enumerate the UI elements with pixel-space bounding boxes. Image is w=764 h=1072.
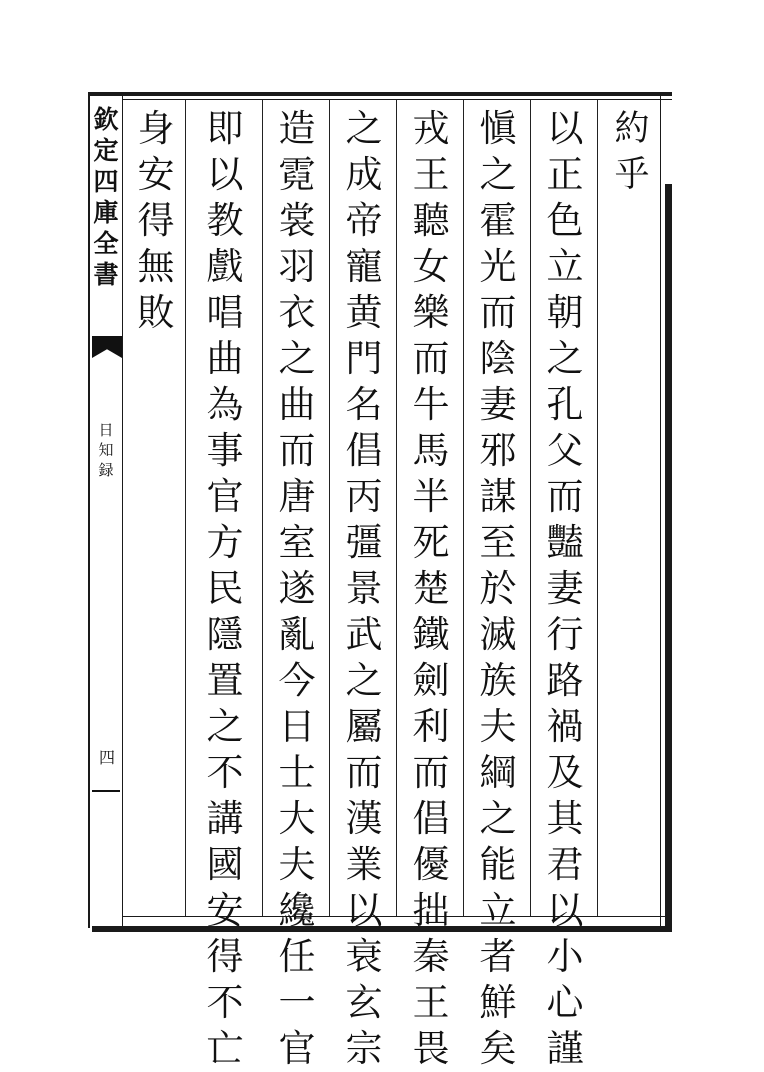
frame-right-thin-border [660, 96, 661, 926]
column-character: 拙 [412, 889, 450, 932]
column-character: 曲 [206, 337, 244, 380]
margin-title-char: 書 [93, 260, 119, 289]
column-character: 而 [345, 751, 383, 794]
margin-title-char: 全 [93, 229, 119, 258]
margin-book-title [92, 420, 120, 480]
column-character: 彊 [345, 521, 383, 564]
column-character: 矣 [479, 1027, 517, 1070]
column-character: 不 [206, 751, 244, 794]
column-character: 馬 [412, 429, 450, 472]
column-character: 纔 [278, 889, 316, 932]
column-character: 方 [206, 521, 244, 564]
column-character: 成 [345, 153, 383, 196]
column-divider [463, 100, 464, 916]
column-character: 造 [278, 107, 316, 150]
column-character: 無 [137, 245, 175, 288]
column-character: 能 [479, 843, 517, 886]
column-character: 鮮 [479, 981, 517, 1024]
column-character: 劍 [412, 659, 450, 702]
column-character: 禍 [546, 705, 584, 748]
text-column [603, 106, 661, 198]
column-character: 安 [206, 889, 244, 932]
column-character: 官 [206, 475, 244, 518]
column-character: 亂 [278, 613, 316, 656]
margin-title-char: 庫 [93, 198, 119, 227]
column-character: 夫 [479, 705, 517, 748]
column-character: 任 [278, 935, 316, 978]
margin-page-rule [92, 790, 120, 792]
column-character: 夫 [278, 843, 316, 886]
column-character: 官 [278, 1027, 316, 1070]
column-character: 倡 [412, 797, 450, 840]
column-character: 日 [278, 705, 316, 748]
column-character: 王 [412, 981, 450, 1024]
margin-title-char: 四 [93, 167, 119, 196]
column-character: 而 [412, 337, 450, 380]
column-character: 約 [614, 109, 650, 149]
column-character: 漢 [345, 797, 383, 840]
margin-title-char: 定 [93, 136, 119, 165]
column-character: 一 [278, 981, 316, 1024]
column-character: 得 [206, 935, 244, 978]
column-character: 名 [345, 383, 383, 426]
column-character: 楚 [412, 567, 450, 610]
column-character: 丙 [345, 475, 383, 518]
column-character: 以 [206, 153, 244, 196]
column-character: 路 [546, 659, 584, 702]
column-character: 大 [278, 797, 316, 840]
text-column [335, 106, 393, 1072]
column-character: 秦 [412, 935, 450, 978]
column-character: 之 [546, 337, 584, 380]
column-character: 綱 [479, 751, 517, 794]
column-character: 謀 [479, 475, 517, 518]
column-character: 而 [546, 475, 584, 518]
column-character: 行 [546, 613, 584, 656]
column-character: 亡 [206, 1027, 244, 1070]
frame-right-border [665, 184, 672, 932]
column-character: 國 [206, 843, 244, 886]
column-character: 帝 [345, 199, 383, 242]
column-character: 立 [479, 889, 517, 932]
column-character: 畏 [412, 1027, 450, 1070]
column-character: 宗 [345, 1027, 383, 1070]
column-divider [396, 100, 397, 916]
column-character: 光 [479, 245, 517, 288]
column-character: 教 [206, 199, 244, 242]
column-divider [597, 100, 598, 916]
column-character: 屬 [345, 705, 383, 748]
column-character: 之 [345, 659, 383, 702]
column-character: 羽 [278, 245, 316, 288]
column-character: 其 [546, 797, 584, 840]
column-character: 身 [137, 107, 175, 150]
column-character: 豔 [546, 521, 584, 564]
column-character: 裳 [278, 199, 316, 242]
column-character: 者 [479, 935, 517, 978]
text-column [268, 106, 326, 1072]
column-character: 之 [278, 337, 316, 380]
column-character: 滅 [479, 613, 517, 656]
column-character: 正 [546, 153, 584, 196]
text-column [469, 106, 527, 1072]
column-character: 聽 [412, 199, 450, 242]
column-character: 樂 [412, 291, 450, 334]
column-character: 霍 [479, 199, 517, 242]
column-divider [530, 100, 531, 916]
column-character: 玄 [345, 981, 383, 1024]
column-character: 乎 [614, 155, 650, 195]
margin-page-number: 四 [98, 748, 115, 767]
column-character: 孔 [546, 383, 584, 426]
text-column [127, 106, 185, 336]
column-character: 而 [278, 429, 316, 472]
column-divider [329, 100, 330, 916]
column-character: 而 [412, 751, 450, 794]
column-character: 即 [206, 107, 244, 150]
column-character: 父 [546, 429, 584, 472]
column-character: 至 [479, 521, 517, 564]
column-character: 之 [206, 705, 244, 748]
column-divider [262, 100, 263, 916]
column-character: 以 [546, 889, 584, 932]
column-character: 景 [345, 567, 383, 610]
column-character: 唐 [278, 475, 316, 518]
column-character: 戲 [206, 245, 244, 288]
column-character: 之 [345, 107, 383, 150]
column-character: 小 [546, 935, 584, 978]
column-character: 講 [206, 797, 244, 840]
column-character: 衰 [345, 935, 383, 978]
column-character: 之 [479, 153, 517, 196]
column-character: 今 [278, 659, 316, 702]
column-character: 事 [206, 429, 244, 472]
fishtail-mark [92, 336, 122, 358]
column-character: 色 [546, 199, 584, 242]
column-character: 族 [479, 659, 517, 702]
column-character: 寵 [345, 245, 383, 288]
column-character: 朝 [546, 291, 584, 334]
column-character: 利 [412, 705, 450, 748]
column-character: 妻 [479, 383, 517, 426]
column-character: 士 [278, 751, 316, 794]
text-column [536, 106, 594, 1072]
column-character: 室 [278, 521, 316, 564]
column-character: 得 [137, 199, 175, 242]
column-character: 而 [479, 291, 517, 334]
column-character: 陰 [479, 337, 517, 380]
column-divider [185, 100, 186, 916]
margin-book-char: 録 [98, 461, 114, 479]
column-character: 戎 [412, 107, 450, 150]
column-character: 立 [546, 245, 584, 288]
column-character: 置 [206, 659, 244, 702]
column-character: 君 [546, 843, 584, 886]
column-character: 門 [345, 337, 383, 380]
column-character: 不 [206, 981, 244, 1024]
column-character: 倡 [345, 429, 383, 472]
column-character: 心 [546, 981, 584, 1024]
margin-book-char: 知 [98, 441, 114, 459]
margin-divider [122, 96, 123, 926]
text-column [196, 106, 254, 1072]
column-character: 武 [345, 613, 383, 656]
frame-top-border [88, 92, 672, 96]
column-character: 為 [206, 383, 244, 426]
column-character: 民 [206, 567, 244, 610]
column-character: 優 [412, 843, 450, 886]
column-character: 敗 [137, 291, 175, 334]
column-character: 死 [412, 521, 450, 564]
column-character: 業 [345, 843, 383, 886]
column-character: 曲 [278, 383, 316, 426]
column-character: 妻 [546, 567, 584, 610]
column-character: 遂 [278, 567, 316, 610]
column-character: 謹 [546, 1027, 584, 1070]
margin-title-char: 欽 [93, 105, 119, 134]
column-character: 鐵 [412, 613, 450, 656]
column-character: 霓 [278, 153, 316, 196]
column-character: 唱 [206, 291, 244, 334]
column-character: 於 [479, 567, 517, 610]
column-character: 隱 [206, 613, 244, 656]
column-character: 王 [412, 153, 450, 196]
column-character: 安 [137, 153, 175, 196]
column-character: 邪 [479, 429, 517, 472]
column-character: 愼 [479, 107, 517, 150]
column-character: 之 [479, 797, 517, 840]
text-column [402, 106, 460, 1072]
column-character: 衣 [278, 291, 316, 334]
column-character: 及 [546, 751, 584, 794]
column-character: 黄 [345, 291, 383, 334]
margin-book-char: 日 [98, 421, 114, 439]
column-character: 半 [412, 475, 450, 518]
column-character: 以 [345, 889, 383, 932]
column-character: 女 [412, 245, 450, 288]
column-character: 牛 [412, 383, 450, 426]
frame-top-inner-border [122, 99, 672, 100]
margin-collection-title [90, 104, 122, 290]
column-character: 以 [546, 107, 584, 150]
